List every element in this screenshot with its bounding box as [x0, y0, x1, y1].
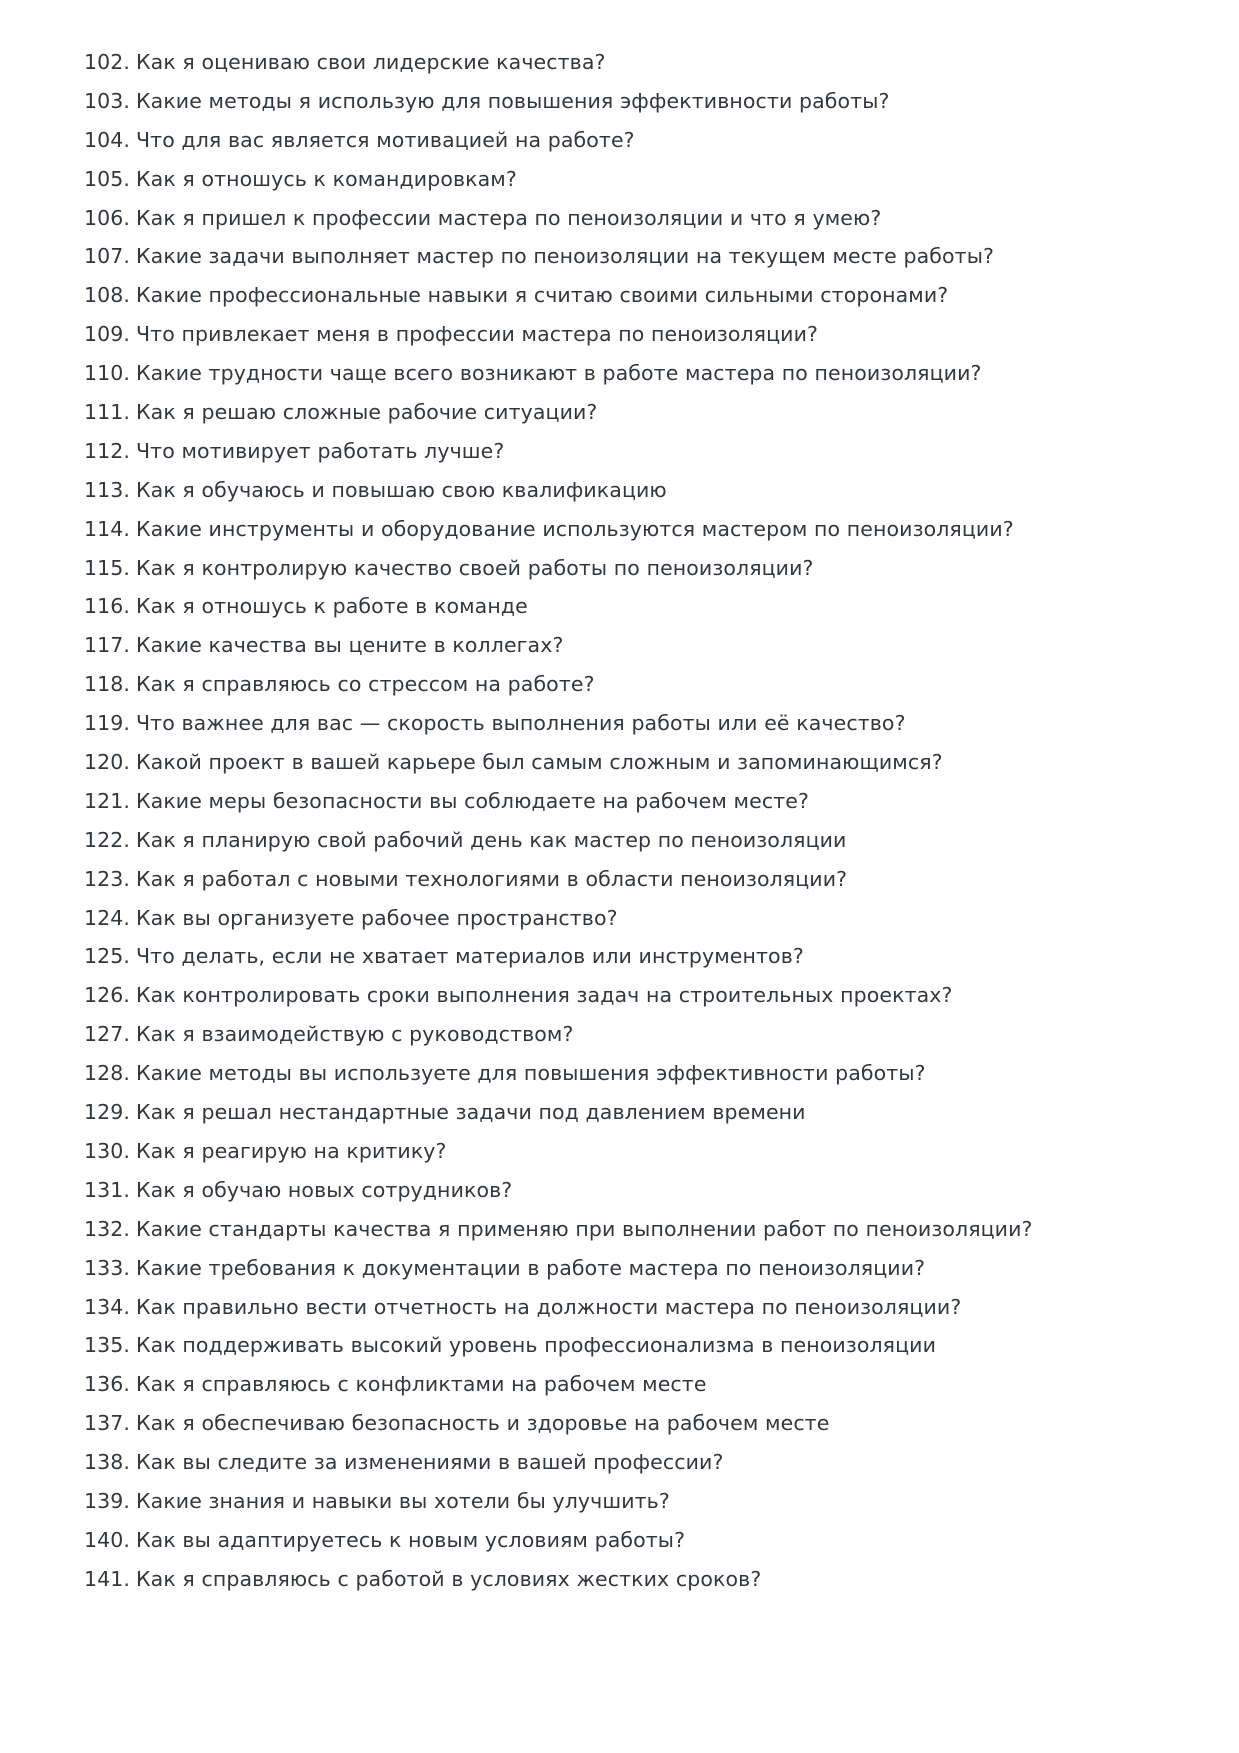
list-item-number: 125.	[84, 944, 131, 969]
list-item	[84, 788, 1143, 813]
list-item-number: 110.	[84, 361, 131, 386]
list-item	[84, 1063, 1143, 1084]
list-item	[84, 1216, 1143, 1241]
list-item	[84, 555, 1143, 580]
list-item-text: Какие стандарты качества я применяю при выполнении работ по пеноизоляции?	[136, 1216, 1033, 1241]
list-item	[84, 285, 1143, 306]
list-item-text: Как я решал нестандартные задачи под давлением времени	[136, 1100, 806, 1125]
list-item-text: Как я справляюсь со стрессом на работе?	[136, 672, 595, 697]
list-item	[84, 1255, 1143, 1280]
list-item	[84, 674, 1143, 695]
list-item-text: Как я взаимодействую с руководством?	[136, 1022, 574, 1047]
list-item-number: 135.	[84, 1333, 131, 1358]
list-item-text: Как я оцениваю свои лидерские качества?	[136, 50, 606, 74]
list-item	[84, 516, 1143, 541]
list-item	[84, 827, 1143, 852]
list-item-number: 131.	[84, 1177, 131, 1202]
list-item	[84, 752, 1143, 773]
list-item-text: Как поддерживать высокий уровень профессионализма в пеноизоляции	[136, 1333, 937, 1358]
list-item	[84, 1413, 1143, 1434]
list-item-number: 111.	[84, 400, 131, 425]
list-item-number: 119.	[84, 711, 131, 736]
list-item	[84, 1102, 1143, 1123]
list-item	[84, 1452, 1143, 1473]
list-item-text: Как я реагирую на критику?	[136, 1138, 447, 1163]
list-item-number: 115.	[84, 555, 131, 580]
list-item-text: Как я работал с новыми технологиями в области пеноизоляции?	[136, 866, 848, 891]
list-item-text: Как я контролирую качество своей работы по пеноизоляции?	[136, 555, 814, 580]
list-item-text: Что делать, если не хватает материалов или инструментов?	[136, 944, 804, 969]
list-item-text: Как я обучаю новых сотрудников?	[136, 1177, 513, 1202]
list-item-text: Какой проект в вашей карьере был самым сложным и запоминающимся?	[136, 750, 943, 775]
question-list	[84, 52, 1143, 1589]
list-item-text: Как вы адаптируетесь к новым условиям работы?	[136, 1527, 686, 1552]
list-item-text: Какие методы я использую для повышения эффективности работы?	[136, 88, 890, 113]
list-item	[84, 713, 1143, 734]
list-item-number: 121.	[84, 788, 131, 813]
list-item-text: Какие требования к документации в работе мастера по пеноизоляции?	[136, 1255, 926, 1280]
list-item-text: Как я справляюсь с конфликтами на рабочем месте	[136, 1372, 707, 1397]
list-item	[84, 596, 1143, 617]
list-item-number: 107.	[84, 244, 131, 269]
list-item	[84, 866, 1143, 891]
list-item-number: 102.	[84, 50, 131, 74]
list-item-number: 141.	[84, 1566, 131, 1591]
list-item-number: 133.	[84, 1255, 131, 1280]
list-item	[84, 635, 1143, 656]
list-item	[84, 205, 1143, 230]
list-item	[84, 402, 1143, 423]
list-item-number: 126.	[84, 983, 131, 1008]
list-item	[84, 905, 1143, 930]
list-item-text: Как вы организуете рабочее пространство?	[136, 905, 618, 930]
list-item	[84, 246, 1143, 267]
list-item-number: 130.	[84, 1138, 131, 1163]
list-item-number: 108.	[84, 283, 131, 308]
list-item	[84, 127, 1143, 152]
list-item-number: 128.	[84, 1061, 131, 1086]
list-item-number: 113.	[84, 477, 131, 502]
list-item-number: 137.	[84, 1411, 131, 1436]
list-item-text: Как контролировать сроки выполнения задач на строительных проектах?	[136, 983, 953, 1008]
list-item-text: Какие меры безопасности вы соблюдаете на рабочем месте?	[136, 788, 809, 813]
list-item-number: 105.	[84, 166, 131, 191]
list-item-text: Как правильно вести отчетность на должности мастера по пеноизоляции?	[136, 1294, 962, 1319]
list-item-text: Какие инструменты и оборудование используются мастером по пеноизоляции?	[136, 516, 1014, 541]
list-item-number: 114.	[84, 516, 131, 541]
list-item-number: 117.	[84, 633, 131, 658]
list-item-text: Что для вас является мотивацией на работе?	[136, 127, 635, 152]
list-item-text: Как я отношусь к командировкам?	[136, 166, 517, 191]
list-item-text: Как я решаю сложные рабочие ситуации?	[136, 400, 598, 425]
list-item-number: 104.	[84, 127, 131, 152]
list-item-number: 138.	[84, 1450, 131, 1475]
list-item-number: 139.	[84, 1488, 131, 1513]
list-item-number: 122.	[84, 827, 131, 852]
list-item-text: Какие методы вы используете для повышения эффективности работы?	[136, 1061, 926, 1086]
list-item-text: Какие задачи выполняет мастер по пеноизоляции на текущем месте работы?	[136, 244, 994, 269]
list-item-number: 112.	[84, 438, 131, 463]
list-item	[84, 1138, 1143, 1163]
list-item	[84, 985, 1143, 1006]
list-item-text: Что мотивирует работать лучше?	[136, 438, 505, 463]
list-item	[84, 477, 1143, 502]
list-item	[84, 946, 1143, 967]
list-item-number: 129.	[84, 1100, 131, 1125]
list-item-number: 103.	[84, 88, 131, 113]
list-item-number: 123.	[84, 866, 131, 891]
list-item-number: 109.	[84, 322, 131, 347]
list-item	[84, 1374, 1143, 1395]
list-item-text: Как я обучаюсь и повышаю свою квалификацию	[136, 477, 667, 502]
list-item	[84, 1488, 1143, 1513]
list-item-number: 134.	[84, 1294, 131, 1319]
list-item	[84, 438, 1143, 463]
list-item-text: Как я отношусь к работе в команде	[136, 594, 528, 619]
list-item-number: 124.	[84, 905, 131, 930]
list-item	[84, 1024, 1143, 1045]
list-item-text: Какие трудности чаще всего возникают в работе мастера по пеноизоляции?	[136, 361, 982, 386]
list-item-text: Как я обеспечиваю безопасность и здоровье на рабочем месте	[136, 1411, 830, 1436]
list-item-text: Какие профессиональные навыки я считаю своими сильными сторонами?	[136, 283, 949, 308]
list-item	[84, 1527, 1143, 1552]
list-item	[84, 88, 1143, 113]
list-item-number: 120.	[84, 750, 131, 775]
list-item-number: 140.	[84, 1527, 131, 1552]
list-item-text: Как я пришел к профессии мастера по пеноизоляции и что я умею?	[136, 205, 882, 230]
list-item	[84, 1566, 1143, 1591]
list-item-number: 132.	[84, 1216, 131, 1241]
list-item	[84, 1335, 1143, 1356]
list-item-text: Что привлекает меня в профессии мастера по пеноизоляции?	[136, 322, 818, 347]
list-item-number: 106.	[84, 205, 131, 230]
list-item-text: Что важнее для вас — скорость выполнения работы или её качество?	[136, 711, 906, 736]
list-item	[84, 1177, 1143, 1202]
list-item-text: Как я планирую свой рабочий день как мастер по пеноизоляции	[136, 827, 847, 852]
list-item-number: 136.	[84, 1372, 131, 1397]
list-item-number: 116.	[84, 594, 131, 619]
list-item	[84, 363, 1143, 384]
list-item	[84, 166, 1143, 191]
list-item-number: 127.	[84, 1022, 131, 1047]
list-item-text: Как вы следите за изменениями в вашей профессии?	[136, 1450, 724, 1475]
list-item-text: Как я справляюсь с работой в условиях жестких сроков?	[136, 1566, 762, 1591]
list-item	[84, 1294, 1143, 1319]
list-item-text: Какие знания и навыки вы хотели бы улучшить?	[136, 1488, 670, 1513]
list-item	[84, 324, 1143, 345]
list-item	[84, 52, 1143, 73]
list-item-text: Какие качества вы цените в коллегах?	[136, 633, 564, 658]
list-item-number: 118.	[84, 672, 131, 697]
